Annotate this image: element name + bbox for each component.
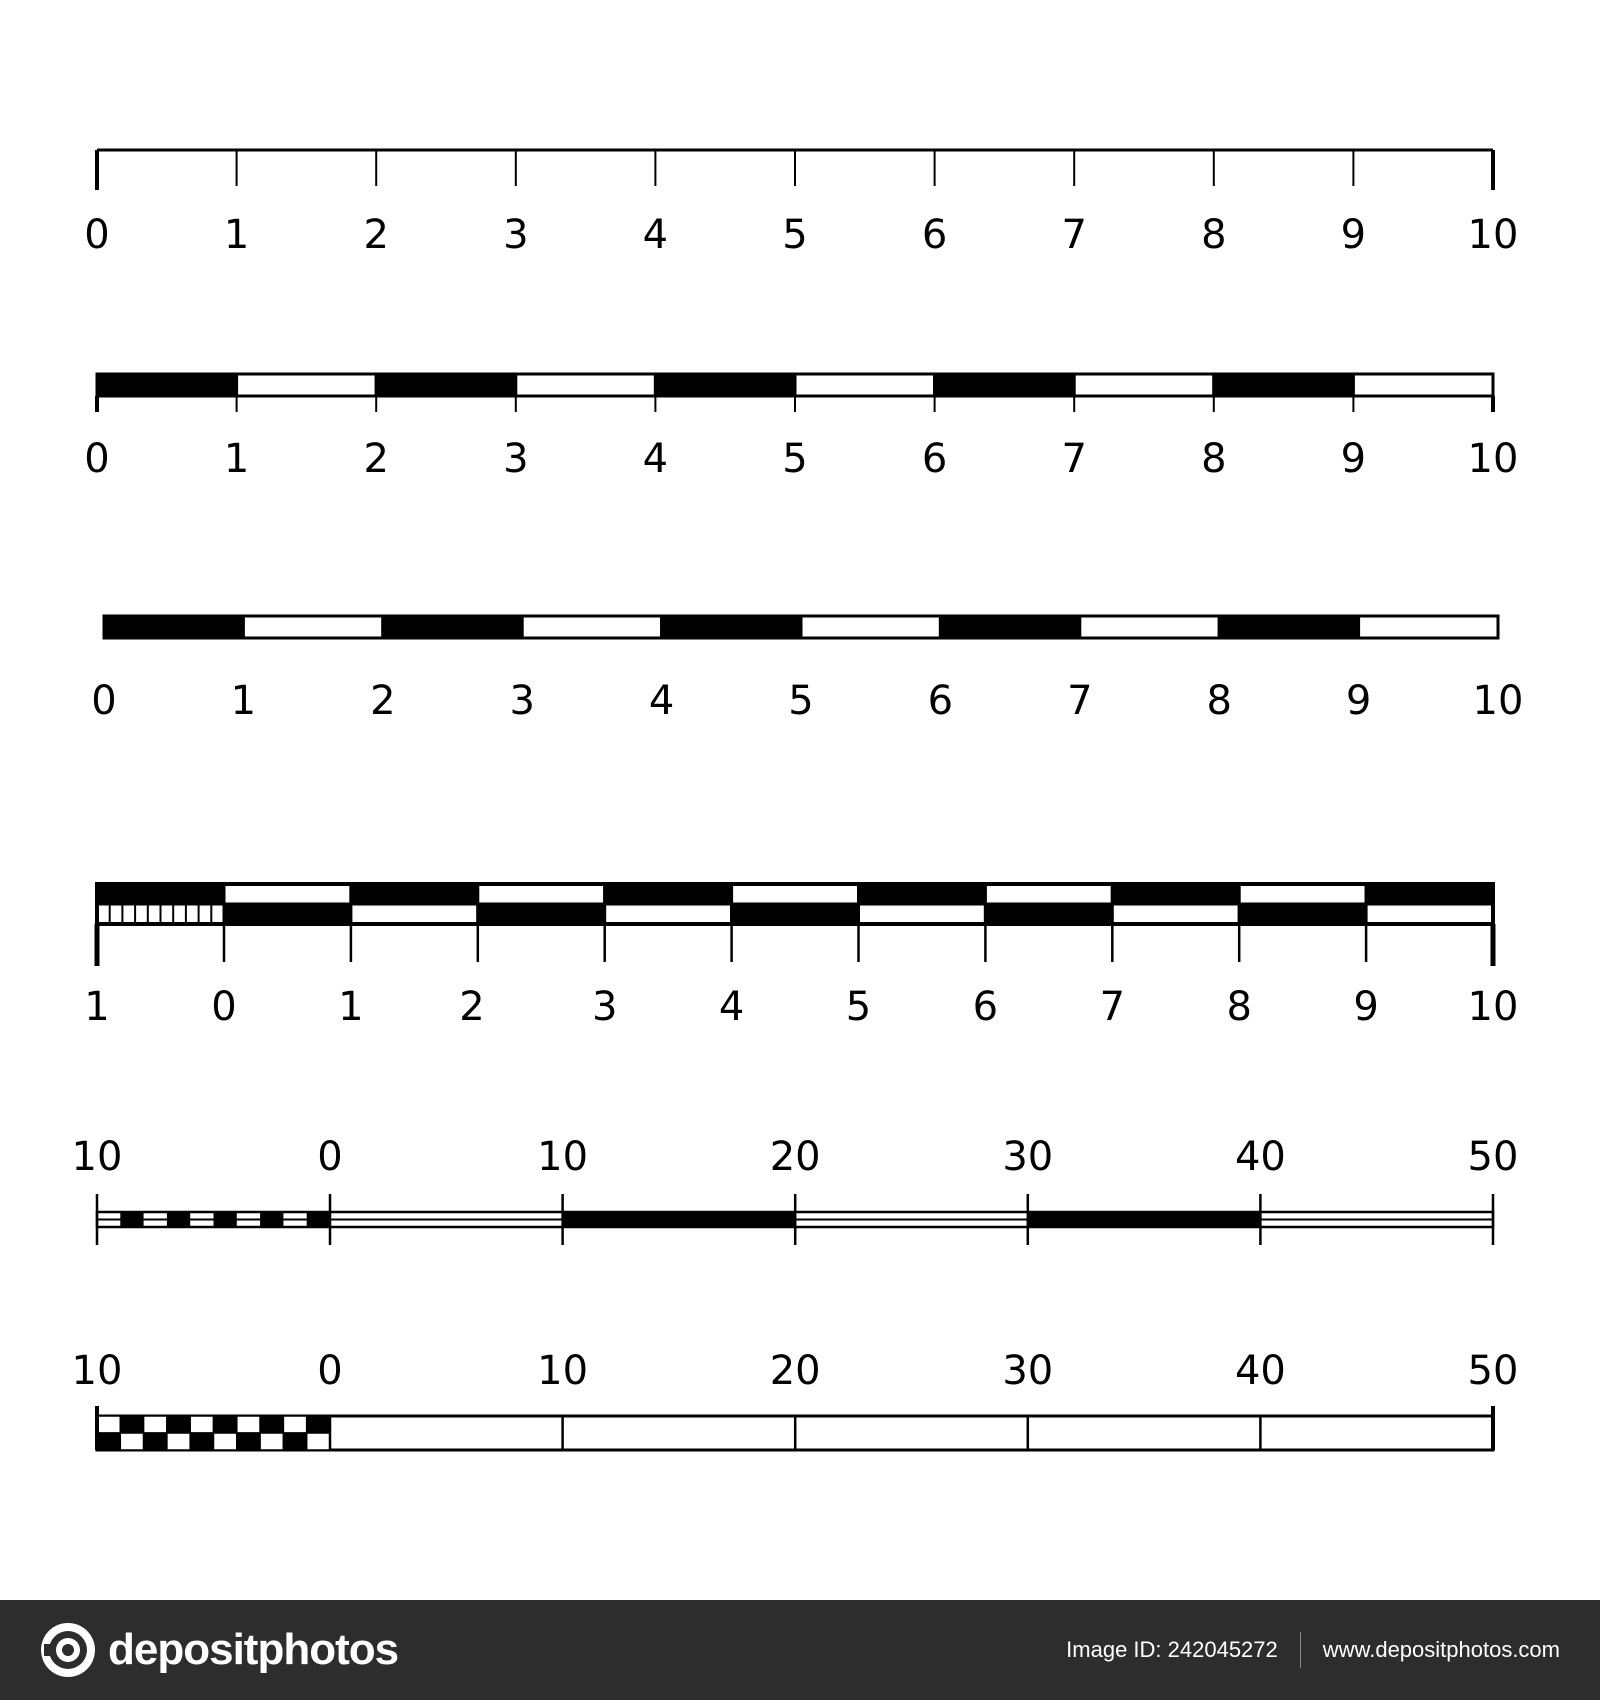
scale-2-label: 6 <box>921 436 948 482</box>
scale-1-label: 6 <box>921 212 948 258</box>
scale-6-label: 30 <box>1002 1348 1054 1394</box>
scale-2-label: 1 <box>223 436 250 482</box>
scale-5-label: 50 <box>1467 1134 1519 1180</box>
scale-4-label: 10 <box>1467 984 1519 1030</box>
scale-4-segment-top <box>478 884 605 904</box>
scale-4-segment-bottom <box>1366 904 1493 924</box>
scale-2-label: 5 <box>782 436 808 482</box>
scale-2-segment <box>376 374 516 396</box>
scale-1-label: 4 <box>642 212 669 258</box>
scale-6-label: 40 <box>1234 1348 1286 1394</box>
site-url-link[interactable]: www.depositphotos.com <box>1322 1637 1560 1662</box>
scale-2-segment <box>516 374 656 396</box>
scale-5-extension-dash <box>214 1212 237 1227</box>
scale-4-label: 1 <box>84 984 110 1030</box>
scale-3-label: 0 <box>91 678 117 724</box>
scale-4-segment-top <box>859 884 986 904</box>
scale-4-label: 7 <box>1099 984 1126 1030</box>
scale-1-label: 3 <box>503 212 529 258</box>
scale-5-extension-dash <box>307 1212 330 1227</box>
scale-6-label: 10 <box>71 1348 123 1394</box>
scale-4-segment-bottom <box>985 904 1112 924</box>
scale-6-extension-cell <box>167 1416 190 1433</box>
scale-3-label: 4 <box>648 678 675 724</box>
scale-4-segment-top <box>732 884 859 904</box>
scale-3-label: 10 <box>1472 678 1524 724</box>
scale-2-label: 2 <box>363 436 389 482</box>
scale-3-segment <box>104 616 243 638</box>
scale-4-label: 5 <box>845 984 872 1030</box>
scale-1 <box>84 150 1518 258</box>
scale-2-segment <box>655 374 795 396</box>
scale-6-extension-cell <box>97 1416 120 1433</box>
scale-3-label: 1 <box>230 678 257 724</box>
scale-5-extension-dash <box>120 1212 143 1227</box>
scale-6-label: 0 <box>317 1348 343 1394</box>
scale-6-extension-cell <box>260 1416 283 1433</box>
scale-3-segment <box>383 616 522 638</box>
scale-4-label: 4 <box>718 984 745 1030</box>
scale-1-label: 5 <box>782 212 808 258</box>
scale-2-segment <box>1074 374 1214 396</box>
scale-3-segment <box>940 616 1079 638</box>
scale-4-segment-bottom <box>732 904 859 924</box>
scale-5-label: 10 <box>537 1134 589 1180</box>
scale-3-label: 9 <box>1345 678 1372 724</box>
scale-4-segment-top <box>985 884 1112 904</box>
scale-4-segment-bottom <box>478 904 605 924</box>
scale-6-extension-cell <box>144 1433 167 1450</box>
scale-6 <box>72 1348 1519 1450</box>
scale-6-extension-cell <box>190 1416 213 1433</box>
scale-4-label: 1 <box>338 984 364 1030</box>
scale-5-segment <box>563 1212 796 1227</box>
scale-4-segment-bottom <box>859 904 986 924</box>
scale-3-label: 5 <box>788 678 814 724</box>
scale-5 <box>72 1134 1519 1245</box>
scale-2-label: 0 <box>84 436 110 482</box>
scale-6-extension-cell <box>237 1416 260 1433</box>
scale-3-segment <box>1219 616 1358 638</box>
scale-4-extension-top <box>97 884 224 904</box>
scale-6-extension-cell <box>260 1433 283 1450</box>
scale-4-segment-bottom <box>605 904 732 924</box>
scale-2-segment <box>97 374 237 396</box>
scale-4-segment-top <box>1112 884 1239 904</box>
scale-3-segment <box>801 616 940 638</box>
scale-3-segment <box>1359 616 1498 638</box>
camera-logo-icon <box>40 1622 96 1678</box>
scale-5-segment <box>1028 1212 1261 1227</box>
scale-2 <box>84 374 1518 482</box>
scale-6-label: 10 <box>537 1348 589 1394</box>
scale-4-label: 8 <box>1226 984 1252 1030</box>
scale-6-extension-cell <box>97 1433 120 1450</box>
scale-3-segment <box>243 616 382 638</box>
scale-6-extension-cell <box>167 1433 190 1450</box>
scale-6-extension-cell <box>307 1433 330 1450</box>
scale-3-label: 6 <box>927 678 954 724</box>
brand-logo-text: depositphotos <box>108 1625 399 1674</box>
footer-divider <box>1300 1632 1301 1668</box>
scale-6-extension-cell <box>120 1416 143 1433</box>
scale-4-label: 6 <box>972 984 999 1030</box>
scale-3-segment <box>662 616 801 638</box>
scale-1-label: 8 <box>1201 212 1227 258</box>
scale-3 <box>91 616 1523 724</box>
scale-2-segment <box>1214 374 1354 396</box>
scale-2-label: 9 <box>1340 436 1367 482</box>
scale-4-label: 9 <box>1353 984 1379 1030</box>
scale-3-segment <box>522 616 661 638</box>
scale-3-label: 2 <box>370 678 396 724</box>
scale-4-segment-top <box>1366 884 1493 904</box>
scale-4-label: 0 <box>211 984 237 1030</box>
scale-1-label: 1 <box>223 212 250 258</box>
scale-5-label: 10 <box>71 1134 123 1180</box>
scale-5-label: 20 <box>769 1134 821 1180</box>
scale-6-extension-cell <box>237 1433 260 1450</box>
scale-2-segment <box>935 374 1075 396</box>
scale-6-label: 20 <box>769 1348 821 1394</box>
scale-4-segment-bottom <box>1239 904 1366 924</box>
scale-6-extension-cell <box>283 1433 306 1450</box>
scale-6-extension-cell <box>307 1416 330 1433</box>
scale-1-label: 7 <box>1061 212 1087 258</box>
scale-1-label: 0 <box>84 212 110 258</box>
scale-4-segment-top <box>351 884 478 904</box>
scale-3-segment <box>1080 616 1219 638</box>
scale-4-segment-top <box>605 884 732 904</box>
scale-3-label: 3 <box>509 678 535 724</box>
scale-1-label: 2 <box>363 212 389 258</box>
scale-6-label: 50 <box>1467 1348 1519 1394</box>
scale-5-label: 40 <box>1234 1134 1286 1180</box>
scale-4-segment-bottom <box>351 904 478 924</box>
scale-3-label: 8 <box>1206 678 1232 724</box>
scale-2-label: 8 <box>1201 436 1227 482</box>
scale-4-segment-bottom <box>1112 904 1239 924</box>
footer-bar <box>0 1600 1600 1700</box>
scale-2-label: 7 <box>1061 436 1087 482</box>
brand-logo[interactable] <box>40 1622 398 1678</box>
scale-2-label: 3 <box>503 436 529 482</box>
scale-6-extension-cell <box>190 1433 213 1450</box>
scale-6-extension-cell <box>214 1433 237 1450</box>
scale-4-segment-top <box>224 884 351 904</box>
scale-2-segment <box>1353 374 1493 396</box>
scale-2-label: 4 <box>642 436 669 482</box>
image-id-text: Image ID: 242045272 <box>1066 1637 1278 1662</box>
scale-4-label: 3 <box>591 984 618 1030</box>
scale-1-label: 9 <box>1340 212 1367 258</box>
scale-5-label: 30 <box>1002 1134 1054 1180</box>
scale-1-label: 10 <box>1467 212 1519 258</box>
scale-2-segment <box>795 374 935 396</box>
scale-4-label: 2 <box>459 984 485 1030</box>
scale-5-label: 0 <box>317 1134 343 1180</box>
scale-5-extension-dash <box>167 1212 190 1227</box>
scale-6-extension-cell <box>120 1433 143 1450</box>
scale-6-extension-cell <box>283 1416 306 1433</box>
scale-5-extension-dash <box>260 1212 283 1227</box>
scale-4-segment-bottom <box>224 904 351 924</box>
scale-6-extension-cell <box>144 1416 167 1433</box>
scale-4-segment-top <box>1239 884 1366 904</box>
scale-2-label: 10 <box>1467 436 1519 482</box>
scale-3-label: 7 <box>1067 678 1093 724</box>
scale-6-extension-cell <box>214 1416 237 1433</box>
scale-4 <box>84 884 1518 1030</box>
scale-2-segment <box>237 374 377 396</box>
